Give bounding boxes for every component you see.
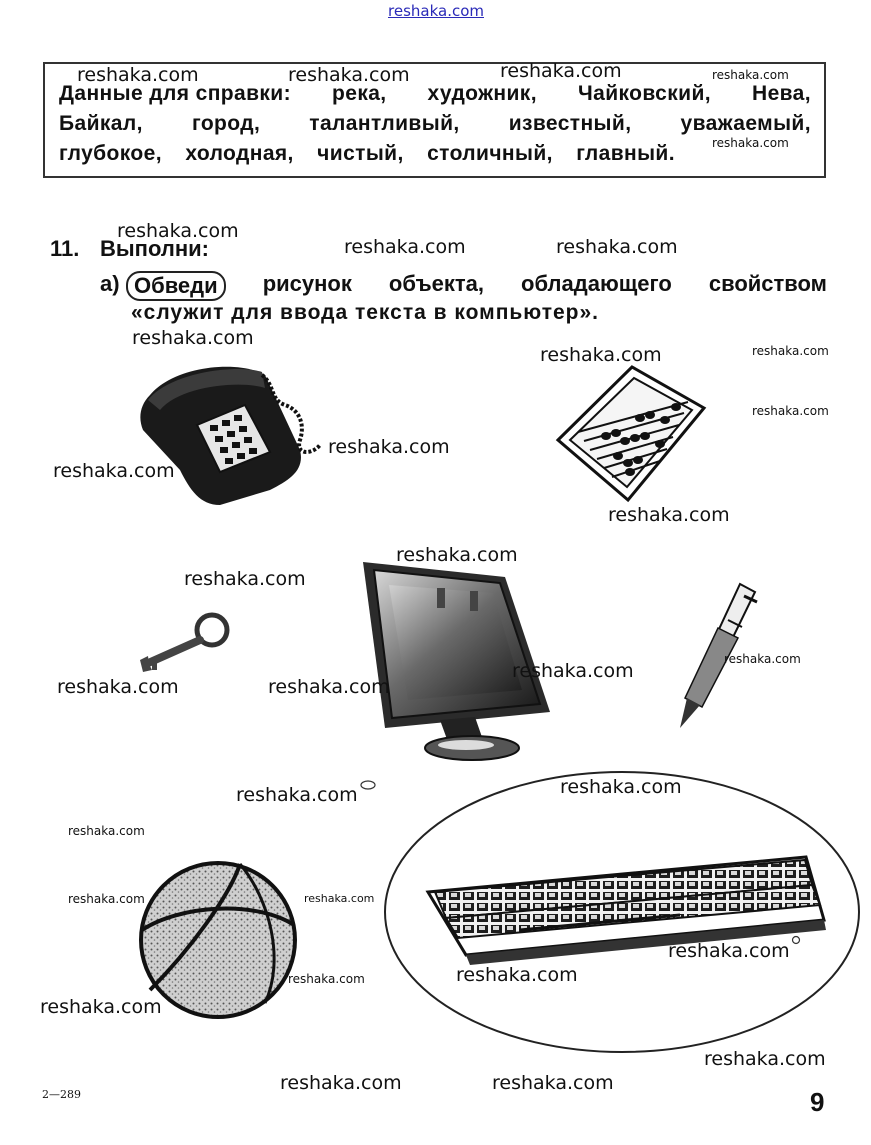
task-title: Выполни: bbox=[100, 236, 209, 261]
footer-code: 2—289 bbox=[42, 1088, 81, 1101]
watermark: reshaka.com bbox=[117, 220, 239, 242]
watermark: reshaka.com bbox=[288, 64, 410, 86]
site-link[interactable]: reshaka.com bbox=[388, 2, 484, 20]
watermark: reshaka.com bbox=[236, 784, 358, 806]
instruction-word: свойством bbox=[708, 271, 827, 296]
task-number: 11. bbox=[50, 236, 80, 261]
watermark: reshaka.com bbox=[752, 344, 829, 358]
watermark: reshaka.com bbox=[512, 660, 634, 682]
watermark: reshaka.com bbox=[68, 824, 145, 838]
watermark: reshaka.com bbox=[712, 68, 789, 82]
reference-word: столичный, bbox=[427, 142, 553, 165]
circled-word: Обведи bbox=[126, 271, 226, 301]
ball-image[interactable] bbox=[141, 863, 295, 1017]
key-image[interactable] bbox=[140, 615, 227, 672]
watermark: reshaka.com bbox=[184, 568, 306, 590]
watermark: reshaka.com bbox=[500, 60, 622, 82]
reference-word: известный, bbox=[508, 112, 632, 135]
reference-word: талантливый, bbox=[309, 112, 460, 135]
dot-mark bbox=[793, 937, 800, 944]
watermark: reshaka.com bbox=[77, 64, 199, 86]
reference-word: город, bbox=[191, 112, 261, 135]
reference-word: уважаемый, bbox=[680, 112, 811, 135]
subtask-letter: а) bbox=[100, 271, 120, 296]
watermark: reshaka.com bbox=[68, 892, 145, 906]
watermark: reshaka.com bbox=[396, 544, 518, 566]
watermark: reshaka.com bbox=[560, 776, 682, 798]
abacus-image[interactable] bbox=[558, 367, 704, 500]
watermark: reshaka.com bbox=[268, 676, 390, 698]
reference-word: глубокое, bbox=[59, 142, 162, 165]
dot-mark bbox=[361, 781, 375, 789]
reference-word: Байкал, bbox=[59, 112, 143, 135]
instruction-word: объекта, bbox=[388, 271, 485, 296]
watermark: reshaka.com bbox=[492, 1072, 614, 1094]
page-number: 9 bbox=[810, 1087, 825, 1117]
watermark: reshaka.com bbox=[752, 404, 829, 418]
watermark: reshaka.com bbox=[704, 1048, 826, 1070]
watermark: reshaka.com bbox=[668, 940, 790, 962]
reference-word: Чайковский, bbox=[577, 82, 711, 105]
watermark: reshaka.com bbox=[344, 236, 466, 258]
reference-word: главный. bbox=[576, 142, 675, 165]
instruction-word: обладающего bbox=[521, 271, 672, 296]
watermark: reshaka.com bbox=[556, 236, 678, 258]
watermark: reshaka.com bbox=[608, 504, 730, 526]
watermark: reshaka.com bbox=[280, 1072, 402, 1094]
watermark: reshaka.com bbox=[40, 996, 162, 1018]
watermark: reshaka.com bbox=[724, 652, 801, 666]
watermark: reshaka.com bbox=[712, 136, 789, 150]
reference-word: художник, bbox=[427, 82, 537, 105]
watermark: reshaka.com bbox=[57, 676, 179, 698]
reference-word: холодная, bbox=[185, 142, 294, 165]
watermark: reshaka.com bbox=[540, 344, 662, 366]
instruction-word: рисунок bbox=[262, 271, 352, 296]
reference-word: Нева, bbox=[752, 82, 811, 105]
watermark: reshaka.com bbox=[304, 892, 375, 905]
reference-word: река, bbox=[332, 82, 387, 105]
instruction-line-2: «служит для ввода текста в компьютер». bbox=[131, 301, 600, 324]
reference-word: чистый, bbox=[317, 142, 404, 165]
watermark: reshaka.com bbox=[53, 460, 175, 482]
watermark: reshaka.com bbox=[288, 972, 365, 986]
watermark: reshaka.com bbox=[328, 436, 450, 458]
reference-label: Данные для справки: bbox=[59, 82, 292, 105]
telephone-image[interactable] bbox=[140, 367, 320, 505]
watermark: reshaka.com bbox=[132, 327, 254, 349]
watermark: reshaka.com bbox=[456, 964, 578, 986]
